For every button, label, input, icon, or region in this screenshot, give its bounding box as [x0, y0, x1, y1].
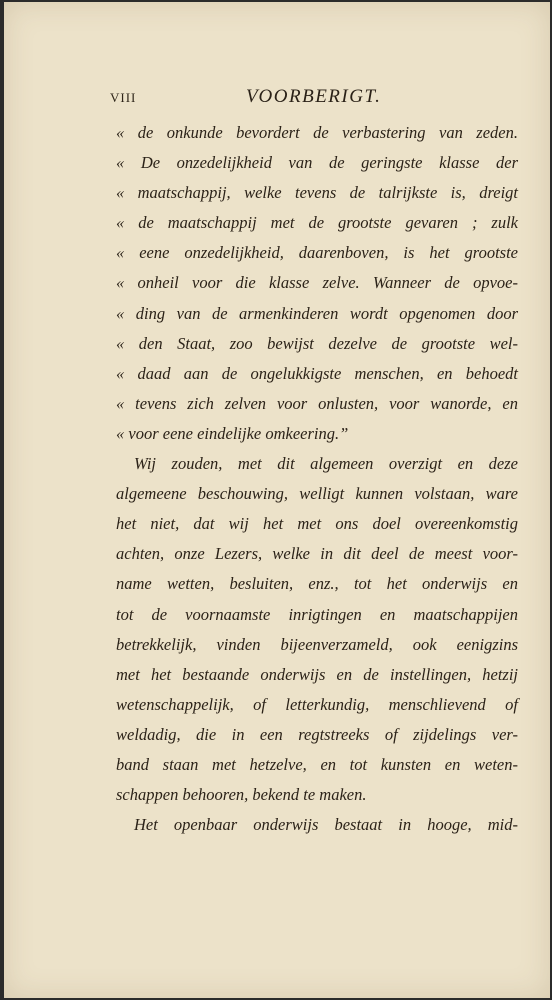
- text-line: « eene onzedelijkheid, daarenboven, is het grootste: [116, 243, 518, 263]
- text-line: het niet, dat wij het met ons doel overeenkomstig: [116, 514, 518, 534]
- body-text: [116, 118, 518, 840]
- text-line: met het bestaande onderwijs en de instellingen, hetzij: [116, 664, 518, 684]
- text-line: Het openbaar onderwijs bestaat in hooge, mid-: [134, 815, 518, 835]
- running-title: VOORBERIGT.: [246, 86, 382, 107]
- text-line: betrekkelijk, vinden bijeenverzameld, ook eenigzins: [116, 634, 518, 654]
- text-line: « onheil voor die klasse zelve. Wanneer de opvoe-: [116, 273, 518, 293]
- text-line: « maatschappij, welke tevens de talrijkste is, dreigt: [116, 183, 518, 203]
- text-line: « voor eene eindelijke omkeering.”: [116, 423, 349, 443]
- text-line: band staan met hetzelve, en tot kunsten en weten-: [116, 754, 518, 774]
- text-line: « tevens zich zelven voor onlusten, voor wanorde, en: [116, 393, 518, 413]
- text-line: schappen behooren, bekend te maken.: [116, 785, 367, 805]
- text-line: « De onzedelijkheid van de geringste klasse der: [116, 153, 518, 173]
- text-line: achten, onze Lezers, welke in dit deel de meest voor-: [116, 544, 518, 564]
- book-page: [4, 2, 550, 998]
- text-line: « daad aan de ongelukkigste menschen, en behoedt: [116, 363, 518, 383]
- text-line: « ding van de armenkinderen wordt opgenomen door: [116, 303, 518, 323]
- text-line: Wij zouden, met dit algemeen overzigt en deze: [134, 454, 518, 474]
- text-line: algemeene beschouwing, welligt kunnen volstaan, ware: [116, 484, 518, 504]
- page-header: [4, 88, 550, 112]
- text-line: weldadig, die in een regtstreeks of zijdelings ver-: [116, 724, 518, 744]
- text-line: name wetten, besluiten, enz., tot het onderwijs en: [116, 574, 518, 594]
- page-number: VIII: [110, 90, 137, 105]
- text-line: « de maatschappij met de grootste gevaren ; zulk: [116, 213, 518, 233]
- text-line: « den Staat, zoo bewijst dezelve de grootste wel-: [116, 333, 518, 353]
- text-line: wetenschappelijk, of letterkundig, menschlievend of: [116, 694, 518, 714]
- text-line: « de onkunde bevordert de verbastering van zeden.: [116, 123, 518, 142]
- text-line: tot de voornaamste inrigtingen en maatschappijen: [116, 604, 518, 624]
